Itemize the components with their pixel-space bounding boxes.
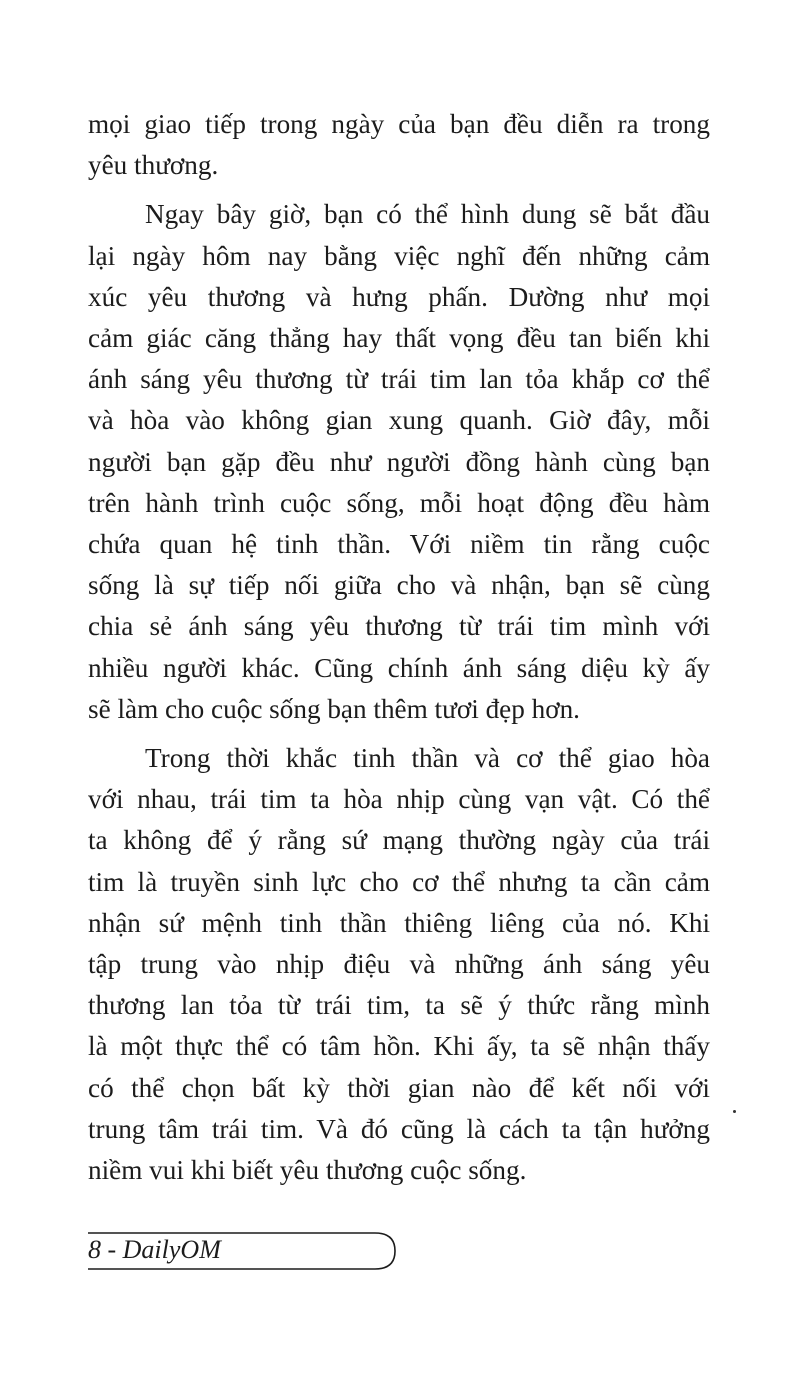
page-number-label: 8 - DailyOM [88,1235,221,1264]
text-line: cảm giác căng thẳng hay thất vọng đều tan biến khi [88,323,710,354]
text-line: ánh sáng yêu thương từ trái tim lan tỏa khắp cơ thể [88,364,710,395]
text-line: ta không để ý rằng sứ mạng thường ngày của trái [88,825,710,856]
paragraph-3 [88,738,710,1191]
text-line: nhiều người khác. Cũng chính ánh sáng diệu kỳ ấy [88,652,710,683]
text-line: trên hành trình cuộc sống, mỗi hoạt động đều hàm [88,487,710,518]
text-line: yêu thương. [88,150,219,181]
text-line: trung tâm trái tim. Và đó cũng là cách ta tận hưởng [88,1113,710,1144]
text-line: với nhau, trái tim ta hòa nhịp cùng vạn vật. Có thể [88,784,710,815]
text-line: chứa quan hệ tinh thần. Với niềm tin rằng cuộc [88,529,710,560]
text-line: và hòa vào không gian xung quanh. Giờ đây, mỗi [88,405,710,436]
text-line: niềm vui khi biết yêu thương cuộc sống. [88,1155,527,1186]
text-line: người bạn gặp đều như người đồng hành cùng bạn [88,446,710,477]
text-line: Trong thời khắc tinh thần và cơ thể giao hòa [145,743,710,774]
text-line: sẽ làm cho cuộc sống bạn thêm tươi đẹp hơn. [88,693,580,724]
text-line: chia sẻ ánh sáng yêu thương từ trái tim mình với [88,611,710,642]
text-line: là một thực thể có tâm hồn. Khi ấy, ta sẽ nhận thấy [88,1031,710,1062]
text-line: tim là truyền sinh lực cho cơ thể nhưng ta cần cảm [88,866,710,897]
text-line: thương lan tỏa từ trái tim, ta sẽ ý thức rằng mình [88,990,710,1021]
text-line: tập trung vào nhịp điệu và những ánh sáng yêu [88,949,710,980]
print-speck [733,1110,736,1113]
text-line: xúc yêu thương và hưng phấn. Dường như mọi [88,281,710,312]
text-line: lại ngày hôm nay bằng việc nghĩ đến những cảm [88,240,710,271]
text-line: mọi giao tiếp trong ngày của bạn đều diễn ra trong [88,109,710,139]
paragraph-1 [88,104,710,186]
paragraph-2 [88,194,710,730]
text-line: Ngay bây giờ, bạn có thể hình dung sẽ bắt đầu [145,199,710,230]
page-footer [88,1232,408,1282]
text-line: sống là sự tiếp nối giữa cho và nhận, bạn sẽ cùng [88,570,710,601]
body-text [88,104,710,1191]
text-line: nhận sứ mệnh tinh thần thiêng liêng của nó. Khi [88,907,710,938]
text-line: có thể chọn bất kỳ thời gian nào để kết nối với [88,1072,710,1103]
